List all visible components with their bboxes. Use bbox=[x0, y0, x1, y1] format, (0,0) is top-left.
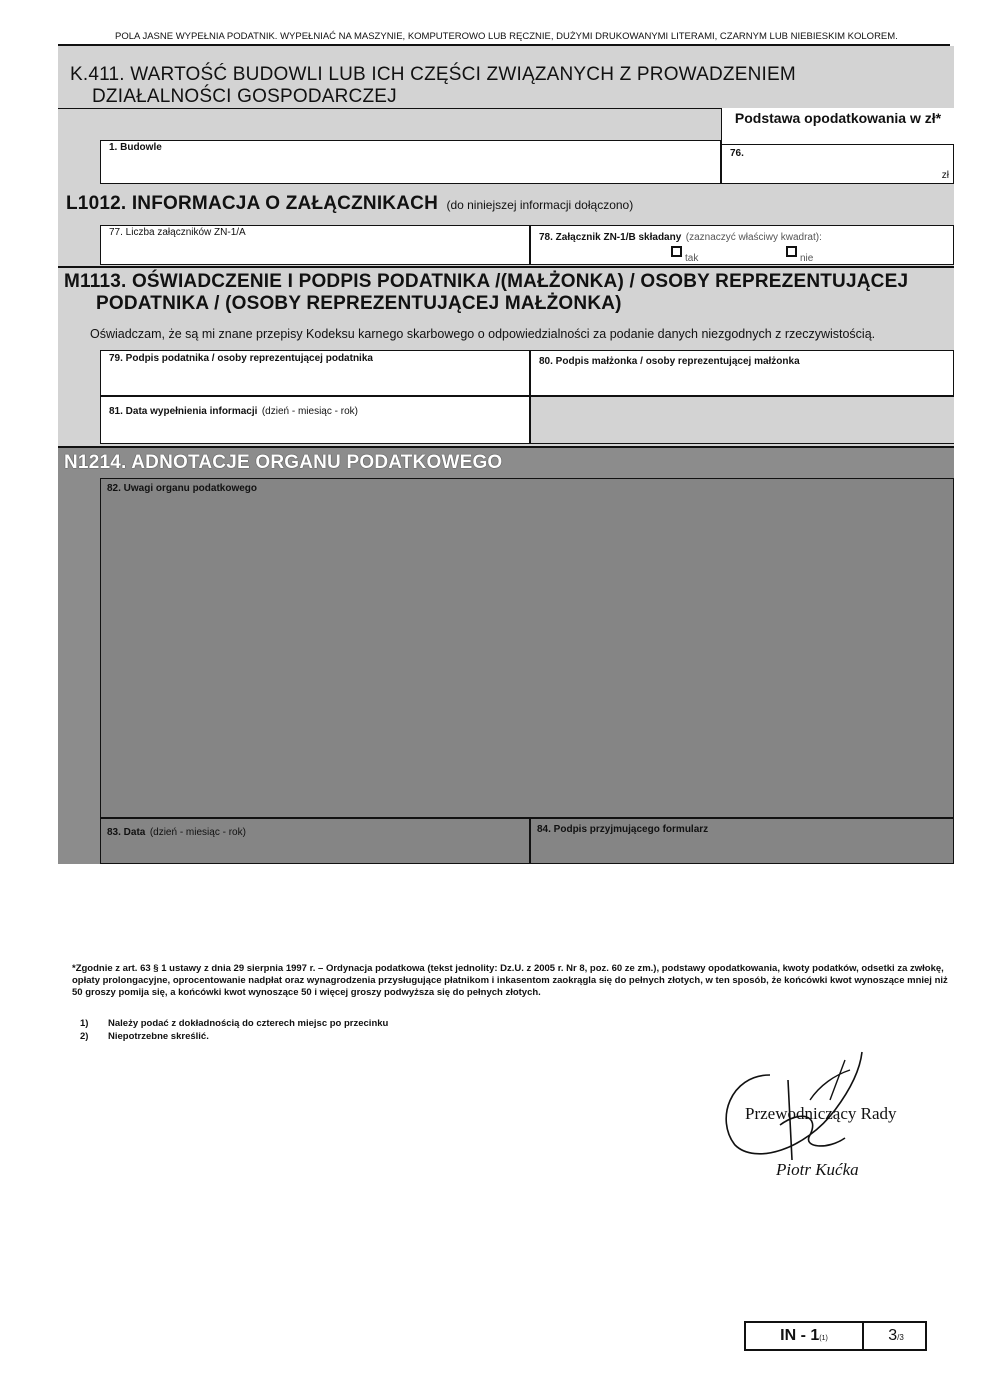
form-code-sup: (1) bbox=[819, 1335, 828, 1342]
checkbox-tak[interactable] bbox=[671, 246, 682, 257]
footnote-2: Niepotrzebne skreślić. bbox=[108, 1031, 209, 1042]
field-81-hint: (dzień - miesiąc - rok) bbox=[261, 406, 358, 417]
field-76[interactable] bbox=[721, 144, 954, 184]
form-code-cell bbox=[746, 1323, 864, 1349]
section-m-title-line2: PODATNIKA / (OSOBY REPREZENTUJĄCEJ MAŁŻONKA) bbox=[96, 293, 622, 314]
field-79[interactable] bbox=[100, 350, 530, 396]
page-number: 3 bbox=[888, 1327, 898, 1344]
footnote-1-num: 1) bbox=[80, 1018, 89, 1029]
section-l-title-note: (do niniejszej informacji dołączono) bbox=[446, 198, 634, 212]
field-81-side-shaded bbox=[530, 396, 954, 444]
field-81-label-row bbox=[109, 401, 358, 419]
checkbox-nie-label: nie bbox=[800, 253, 814, 264]
footnote-main: *Zgodnie z art. 63 § 1 ustawy z dnia 29 sierpnia 1997 r. – Ordynacja podatkowa (tekst jednolity: Dz.U. z 2005 r. Nr 8, poz. 60 ze zm.), podstawy opodatkowania, kwoty podatków, odsetki za zwłokę, opłaty prolongacyjne, oprocentowanie nadpłat oraz wynagrodzenia przysługujące płatnikom i inkasentom zaokrągla się do pełnych złotych, w ten sposób, że końcówki kwot wynoszące mniej niż 50 groszy pomija się, a końcówki kwot wynoszące 50 i więcej groszy podwyższa się do pełnych złotych. bbox=[72, 963, 948, 998]
field-78-label: 78. Załącznik ZN-1/B składany bbox=[539, 232, 682, 243]
field-84-label: 84. Podpis przyjmującego formularz bbox=[537, 824, 709, 835]
budowle-row bbox=[100, 140, 721, 184]
signature-name: Piotr Kućka bbox=[776, 1160, 859, 1179]
section-n-top-rule bbox=[58, 446, 954, 448]
tax-base-header-label: Podstawa opodatkowania w zł* bbox=[734, 110, 942, 126]
form-id-box bbox=[744, 1321, 927, 1351]
budowle-label: 1. Budowle bbox=[109, 142, 162, 153]
field-83-label-row bbox=[107, 822, 246, 840]
field-83[interactable] bbox=[100, 818, 530, 864]
section-k-title-line2: DZIAŁALNOŚCI GOSPODARCZEJ bbox=[92, 86, 397, 107]
field-77[interactable] bbox=[100, 225, 530, 265]
footnote-2-num: 2) bbox=[80, 1031, 89, 1042]
footnote-1: Należy podać z dokładnością do czterech miejsc po przecinku bbox=[108, 1018, 389, 1029]
field-80-label: 80. Podpis małżonka / osoby reprezentującej małżonka bbox=[539, 356, 800, 367]
field-82[interactable] bbox=[100, 478, 954, 818]
top-instruction: POLA JASNE WYPEŁNIA PODATNIK. WYPEŁNIAĆ NA MASZYNIE, KOMPUTEROWO LUB RĘCZNIE, DUŻYMI DRUKOWANYMI LITERAMI, CZARNYM LUB NIEBIESKIM KOLOREM. bbox=[115, 31, 898, 42]
field-81[interactable] bbox=[100, 396, 530, 444]
section-m-title-line1: M1113. OŚWIADCZENIE I PODPIS PODATNIKA /(MAŁŻONKA) / OSOBY REPREZENTUJĄCEJ bbox=[64, 271, 909, 292]
section-k-title-line1: K.411. WARTOŚĆ BUDOWLI LUB ICH CZĘŚCI ZWIĄZANYCH Z PROWADZENIEM bbox=[70, 64, 796, 85]
form-code: IN - 1 bbox=[780, 1327, 820, 1344]
field-82-label: 82. Uwagi organu podatkowego bbox=[107, 483, 258, 494]
signature-role: Przewodniczący Rady bbox=[745, 1104, 897, 1123]
field-79-label: 79. Podpis podatnika / osoby reprezentującej podatnika bbox=[109, 353, 373, 364]
tax-base-header bbox=[721, 108, 954, 145]
field-81-label: 81. Data wypełnienia informacji bbox=[109, 406, 258, 417]
section-m-top-rule bbox=[58, 266, 954, 268]
page-total: /3 bbox=[897, 1333, 904, 1342]
field-77-label: 77. Liczba załączników ZN-1/A bbox=[109, 227, 246, 238]
page-number-cell bbox=[866, 1323, 926, 1349]
field-83-label: 83. Data bbox=[107, 827, 146, 838]
section-l-title: L1012. INFORMACJA O ZAŁĄCZNIKACH bbox=[66, 193, 438, 214]
field-78-hint: (zaznaczyć właściwy kwadrat): bbox=[685, 232, 822, 243]
field-78-label-row bbox=[539, 227, 822, 245]
field-84[interactable] bbox=[530, 818, 954, 864]
section-n-title: N1214. ADNOTACJE ORGANU PODATKOWEGO bbox=[64, 452, 503, 473]
field-80[interactable] bbox=[530, 350, 954, 396]
field-83-hint: (dzień - miesiąc - rok) bbox=[149, 827, 246, 838]
field-78 bbox=[530, 225, 954, 265]
field-76-label: 76. bbox=[730, 148, 744, 159]
field-76-unit: zł bbox=[941, 170, 949, 181]
section-l-title-row bbox=[66, 193, 633, 215]
statement-text: Oświadczam, że są mi znane przepisy Kodeksu karnego skarbowego o odpowiedzialności za podanie danych niezgodnych z rzeczywistością. bbox=[90, 327, 876, 341]
checkbox-nie[interactable] bbox=[786, 246, 797, 257]
checkbox-tak-label: tak bbox=[685, 253, 699, 264]
